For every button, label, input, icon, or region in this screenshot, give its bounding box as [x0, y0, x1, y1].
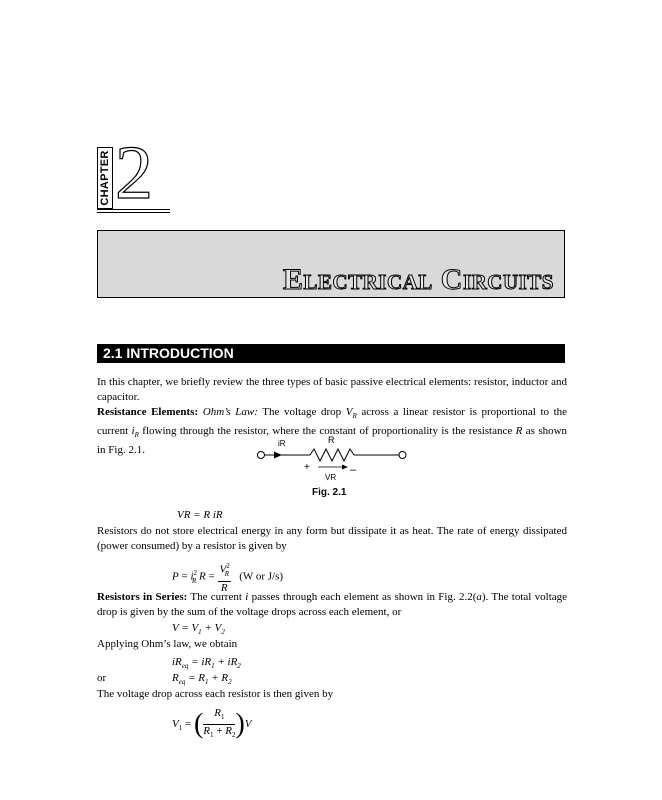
left-terminal-icon: [258, 452, 265, 459]
voltage-arrow-icon: [342, 465, 348, 470]
resistance-text-d: as shown in Fig. 2.1.: [97, 425, 568, 457]
power-equation: $P = i^2_R$ R = $\frac{V^2_R}{R}$ (W or J/s): [172, 561, 284, 594]
resistance-text-b: across a linear resistor is proportional to the current: [97, 406, 568, 438]
power-paragraph: Resistors do not store electrical energy in any form but dissipate it as heat. The rate of energy dissipated (power consumed) by a resistor is given by: [97, 525, 567, 552]
resistance-text-a: The voltage drop: [262, 406, 342, 418]
series-current-equation: $iR_{eq} = iR_1 + iR_2$: [172, 656, 241, 671]
section-heading: 2.1 INTRODUCTION: [103, 345, 234, 361]
series-text-a: The current: [190, 591, 242, 603]
voltage-label: VR: [325, 473, 337, 482]
current-arrow-icon: [274, 452, 282, 459]
current-label: iR: [278, 439, 286, 448]
figure-caption: Fig. 2.1: [312, 487, 347, 498]
chapter-title-box: [97, 230, 565, 298]
equivalent-resistance-equation: $R_{eq} = R_1 + R_2$: [172, 672, 232, 687]
ohms-law-equation: VR = R iR: [177, 509, 223, 521]
chapter-rule: [97, 209, 170, 210]
resistor-label: R: [328, 435, 335, 445]
resistance-paragraph: Resistance Elements: Ohm’s Law: The voltage drop $V_R$ across a linear resistor is proportional to the current $i_R$ flowing through the resistor, where the constant of proportionality is the resistance R as shown in Fig. 2.1.: [97, 406, 568, 457]
series-paragraph: Resistors in Series: The current i passes through each element as shown in Fig. 2.2(a). The total voltage drop is given by the sum of the voltage drops across each element, or: [97, 591, 568, 618]
voltage-divider-text: The voltage drop across each resistor is then given by: [97, 688, 334, 700]
minus-sign: –: [350, 464, 357, 476]
ohms-law-label: Ohm’s Law:: [202, 406, 258, 418]
series-text-b: passes through each element as shown in Fig. 2.2(: [251, 591, 477, 603]
intro-paragraph: In this chapter, we briefly review the three types of basic passive electrical elements: resistor, inductor and capacitor.: [97, 376, 567, 403]
chapter-title: Electrical Circuits: [282, 263, 554, 296]
or-label: or: [97, 672, 107, 684]
resistor-figure: [250, 434, 420, 484]
chapter-label-box: [97, 147, 113, 209]
voltage-divider-equation: $V_1$ = ( $\frac{R_1}{R_1 + R_2}$ )V: [172, 706, 252, 746]
series-lead: Resistors in Series:: [97, 591, 188, 603]
plus-sign: +: [304, 462, 310, 473]
section-heading-bar: [97, 344, 565, 363]
series-text-c: ). The total voltage drop is given by the sum of the voltage drops across each element, or: [97, 591, 568, 618]
chapter-mark: [97, 131, 172, 215]
chapter-rule: [97, 212, 170, 213]
chapter-number: 2: [115, 131, 153, 215]
power-fraction: $\frac{V^2_R}{R}$: [219, 561, 230, 594]
voltage-divider-fraction: $\frac{R_1}{R_1 + R_2}$: [203, 706, 236, 740]
ohms-law-apply-text: Applying Ohm’s law, we obtain: [97, 638, 238, 650]
series-voltage-equation: $V = V_1 + V_2$: [172, 622, 225, 637]
right-terminal-icon: [399, 452, 406, 459]
resistance-lead: Resistance Elements:: [97, 406, 199, 418]
power-units: (W or J/s): [239, 570, 284, 583]
resistor-icon: [310, 449, 354, 461]
chapter-label: CHAPTER: [99, 150, 111, 206]
resistance-text-c: flowing through the resistor, where the constant of proportionality is the resistance: [142, 425, 513, 438]
